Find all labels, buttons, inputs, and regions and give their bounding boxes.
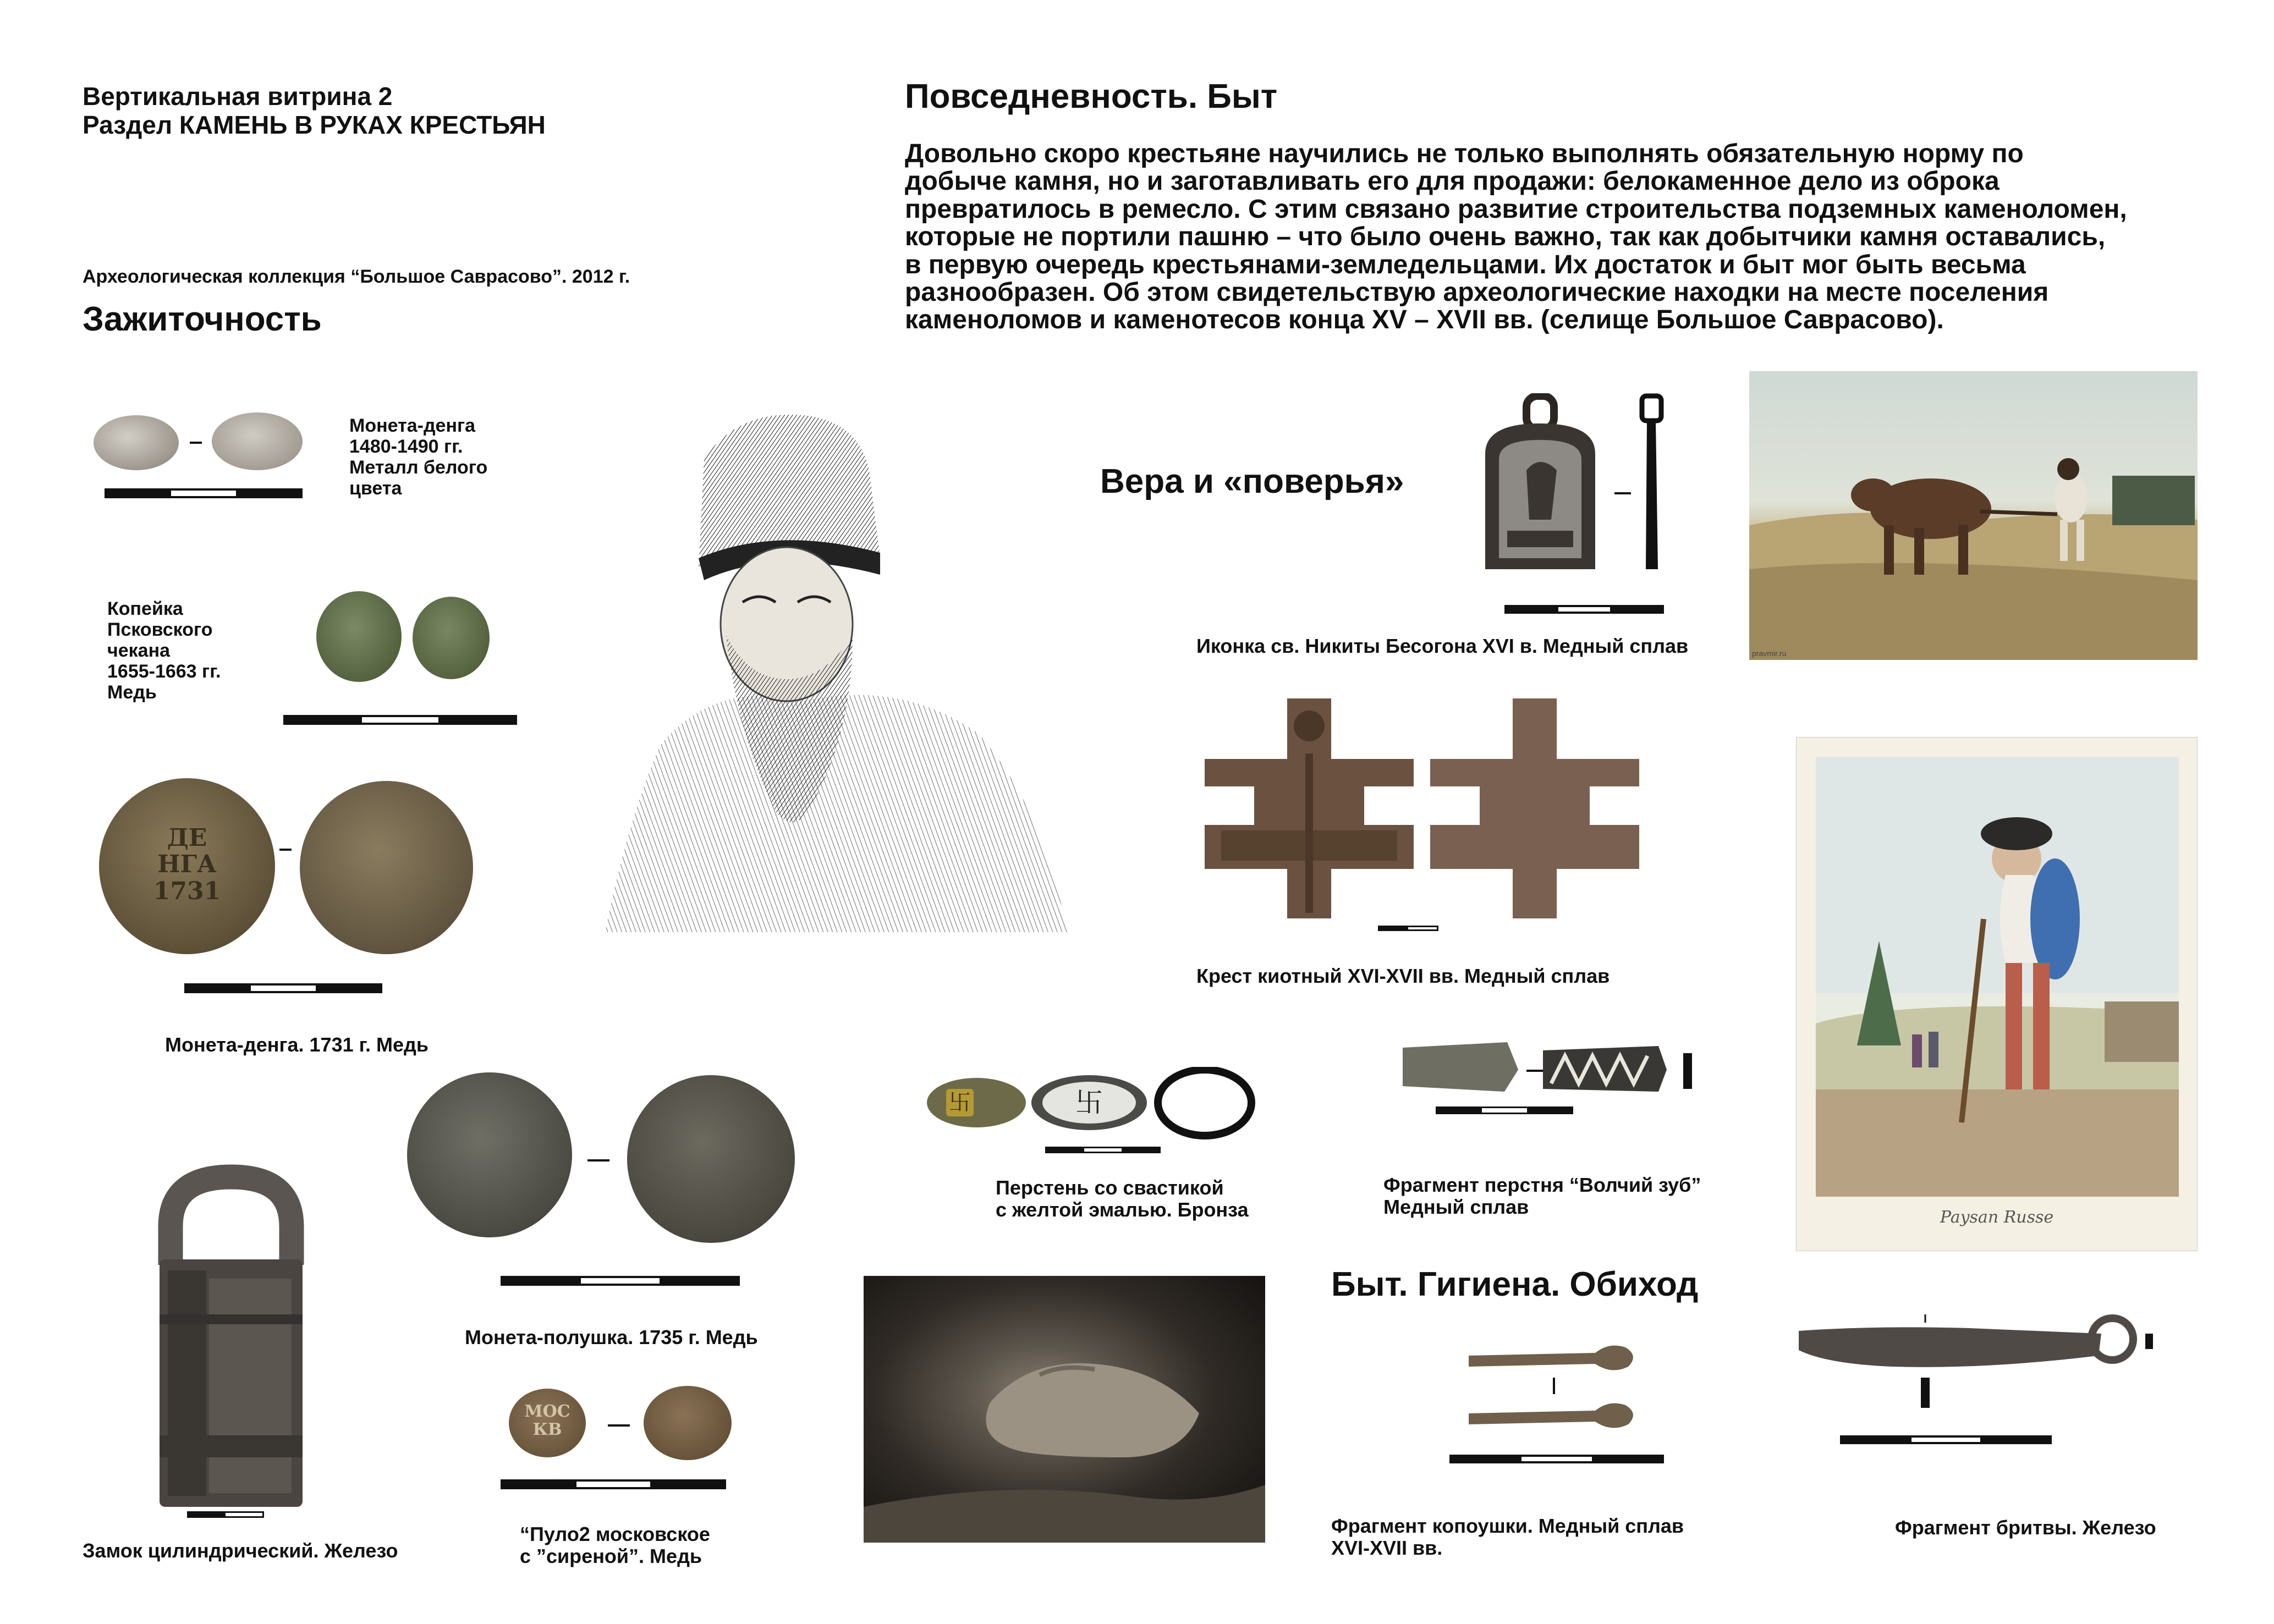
caption-kopeika: Копейка Псковского чекана 1655-1663 гг. Медь xyxy=(107,598,221,703)
svg-text:卐: 卐 xyxy=(949,1090,971,1115)
showcase-title xyxy=(83,82,546,139)
scale-bar xyxy=(1436,1106,1573,1114)
scale-bar xyxy=(105,488,303,498)
scale-bar xyxy=(283,715,517,725)
coin-separator xyxy=(190,442,202,444)
caption-ring-swastika: Перстень со свастикой с желтой эмалью. Бронза xyxy=(996,1176,1249,1221)
intro-line: каменоломов и каменотесов конца XV – XVII вв. (селище Большое Саврасово). xyxy=(905,305,1944,335)
coin-inscription: ДЕ xyxy=(167,824,207,852)
ring-swastika-image xyxy=(924,1067,1265,1149)
section-wealth-title: Зажиточность xyxy=(83,300,322,338)
russian-peasant-painting-image xyxy=(1796,737,2198,1251)
caption-earpick: Фрагмент копоушки. Медный сплав XVI-XVII вв. xyxy=(1331,1515,1684,1559)
section-faith-title: Вера и «поверья» xyxy=(1100,463,1404,500)
caption-ring-fragment: Фрагмент перстня “Волчий зуб” Медный сплав xyxy=(1383,1174,1701,1218)
section-hygiene-title: Быт. Гигиена. Обиход xyxy=(1331,1265,1699,1303)
intro-line: в первую очередь крестьянами-земледельцами. Их достаток и быт мог быть весьма xyxy=(905,250,2026,279)
intro-line: добыче камня, но и заготавливать его для продажи: белокаменное дело из оброка xyxy=(905,167,2000,196)
kiot-cross-front-image xyxy=(1199,693,1419,924)
caption-icon: Иконка св. Никиты Бесогона XVI в. Медный сплав xyxy=(1196,635,1689,657)
collection-label: Археологическая коллекция “Большое Саврасово”. 2012 г. xyxy=(83,266,630,287)
coin-inscription: 1731 xyxy=(153,877,221,905)
coin-denga-1480-reverse xyxy=(212,412,303,470)
scale-bar xyxy=(187,1511,264,1518)
caption-polushka: Монета-полушка. 1735 г. Медь xyxy=(465,1326,758,1348)
plowing-painting-image xyxy=(1749,371,2198,660)
coin-denga-1480-obverse xyxy=(94,415,179,470)
scale-bar xyxy=(184,983,382,993)
razor-fragment-image xyxy=(1793,1309,2162,1413)
kiot-cross-back-image xyxy=(1425,693,1645,924)
intro-text xyxy=(905,140,2192,334)
showcase-title-line1: Вертикальная витрина 2 xyxy=(83,82,393,111)
image-watermark: pravmir.ru xyxy=(1752,649,1787,658)
scale-bar xyxy=(1045,1147,1161,1153)
caption-razor: Фрагмент бритвы. Железо xyxy=(1895,1516,2156,1539)
ring-fragment-wolf-tooth-image xyxy=(1400,1039,1697,1100)
scale-bar xyxy=(1504,605,1664,614)
intro-line: разнообразен. Об этом свидетельствую археологические находки на месте поселения xyxy=(905,277,2049,307)
coin-kopeika-reverse xyxy=(413,597,490,679)
coin-pulo-obverse xyxy=(509,1389,586,1457)
coin-polushka-obverse xyxy=(407,1072,572,1237)
caption-lock: Замок цилиндрический. Железо xyxy=(83,1539,398,1562)
coin-polushka-reverse xyxy=(627,1075,795,1243)
icon-separator xyxy=(1614,492,1631,494)
coin-separator xyxy=(279,849,292,851)
earpick-fragment-image xyxy=(1463,1339,1645,1438)
fragment-separator xyxy=(1526,1070,1543,1072)
caption-pulo: “Пуло2 московское с ”сиреной”. Медь xyxy=(520,1523,710,1567)
caption-cross: Крест киотный XVI-XVII вв. Медный сплав xyxy=(1196,965,1610,987)
coin-separator xyxy=(587,1159,609,1161)
showcase-title-line2: Раздел КАМЕНЬ В РУКАХ КРЕСТЬЯН xyxy=(83,110,546,139)
coin-inscription: НГА xyxy=(157,850,217,879)
scale-bar xyxy=(501,1276,740,1286)
coin-inscription: МОС xyxy=(524,1402,570,1421)
caption-coin-denga-1480: Монета-денга 1480-1490 гг. Металл белого цвета xyxy=(349,415,488,499)
intro-line: которые не портили пашню – что было очень важно, так как добытчики камня оставались, xyxy=(905,222,2106,252)
intro-line: превратилось в ремесло. С этим связано развитие строительства подземных каменоломен, xyxy=(905,194,2127,224)
scale-bar xyxy=(1378,926,1438,931)
coin-pulo-reverse xyxy=(644,1386,732,1460)
coin-inscription: КВ xyxy=(532,1420,562,1439)
painting-signature: Paysan Russe xyxy=(1940,1208,2054,1227)
coin-kopeika-obverse xyxy=(316,591,402,682)
coin-denga-1731-reverse xyxy=(300,781,473,954)
peasant-engraving-image xyxy=(594,393,1078,938)
coin-separator xyxy=(608,1424,630,1427)
icon-st-nikita-image xyxy=(1474,393,1606,575)
scale-bar xyxy=(501,1479,726,1489)
scale-bar xyxy=(1840,1435,2052,1444)
intro-line: Довольно скоро крестьяне научились не только выполнять обязательную норму по xyxy=(905,139,2024,168)
cylindrical-lock-image xyxy=(149,1160,314,1512)
icon-side-view-image xyxy=(1639,393,1664,575)
coin-denga-1731-obverse xyxy=(99,778,275,954)
quarry-stone-photo-image xyxy=(864,1276,1265,1543)
caption-denga-1731: Монета-денга. 1731 г. Медь xyxy=(165,1033,429,1056)
scale-bar xyxy=(1449,1455,1664,1463)
section-daily-title: Повседневность. Быт xyxy=(905,78,1278,115)
svg-text:卐: 卐 xyxy=(1075,1087,1103,1119)
